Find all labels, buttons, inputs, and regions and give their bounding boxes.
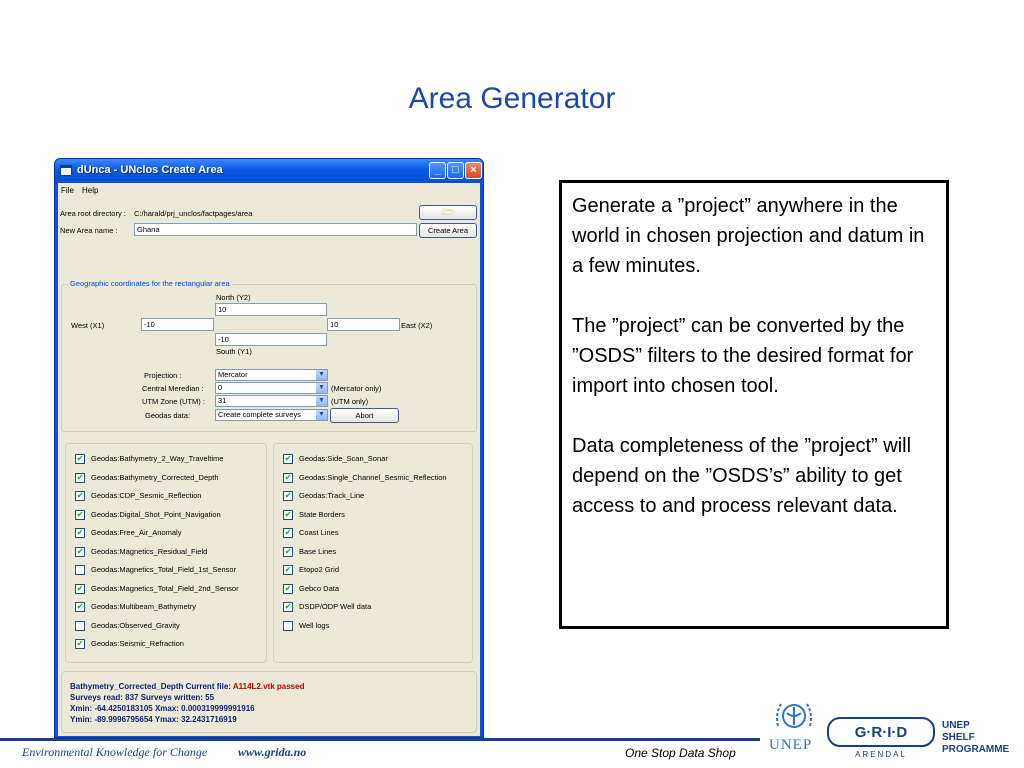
status-panel: [61, 671, 477, 733]
geodas-data-select[interactable]: Create complete surveys ▼: [215, 409, 328, 421]
geodas-checklist-left: [65, 443, 267, 663]
checkbox-label: Geodas:Observed_Gravity: [91, 620, 180, 630]
checkbox-label: Geodas:Digital_Shot_Point_Navigation: [91, 509, 221, 519]
open-folder-icon: 🗁: [442, 207, 454, 217]
status-x-range: Xmin: -64.4250183105 Xmax: 0.000319999991916: [70, 704, 255, 713]
chevron-down-icon: ▼: [316, 396, 327, 406]
footer-tagline: Environmental Knowledge for Change: [22, 745, 208, 759]
window-title: dUnca - UNclos Create Area: [77, 164, 223, 176]
footer-rule: [0, 738, 760, 741]
status-current-file: Bathymetry_Corrected_Depth Current file: A114L2.vtk passed: [70, 682, 305, 691]
checkbox-label: Geodas:Bathymetry_2_Way_Traveltime: [91, 454, 224, 463]
minimize-button[interactable]: _: [429, 162, 446, 179]
checkbox-label: Geodas:Free_Air_Anomaly: [91, 528, 182, 537]
shelf-programme-logo-text: UNEP SHELF PROGRAMME: [942, 720, 1010, 755]
checkbox-label: Geodas:Magnetics_Total_Field_1st_Sensor: [91, 565, 237, 574]
west-input[interactable]: -10: [141, 318, 214, 331]
chevron-down-icon: ▼: [316, 410, 327, 420]
checkbox-checked[interactable]: ✔: [284, 583, 292, 593]
checkbox-checked[interactable]: ✔: [76, 491, 84, 500]
checkbox-checked[interactable]: ✔: [76, 454, 84, 463]
checkbox-checked[interactable]: ✔: [284, 491, 292, 500]
footer-one-stop: One Stop Data Shop: [625, 746, 736, 760]
checkbox-checked[interactable]: ✔: [76, 639, 84, 648]
browse-folder-button[interactable]: [419, 205, 477, 220]
description-paragraph-3: Data completeness of the ”project” will depend on the ”OSDS’s” ability to get access to and process relevant data.: [572, 435, 912, 517]
checkbox-unchecked[interactable]: [75, 565, 85, 575]
new-area-name-input[interactable]: Ghana: [134, 223, 417, 236]
description-box: [559, 180, 949, 629]
checkbox-unchecked[interactable]: [283, 621, 293, 631]
checkbox-label: Etopo2 Grid: [299, 565, 340, 574]
checkbox-unchecked[interactable]: [75, 621, 85, 631]
grid-arendal-logo-icon: [826, 712, 936, 762]
new-area-label: New Area name :: [60, 226, 118, 235]
app-window: [54, 158, 484, 738]
checkbox-checked[interactable]: ✔: [284, 528, 292, 537]
utm-zone-note: (UTM only): [331, 397, 369, 406]
checkbox-checked[interactable]: ✔: [284, 602, 292, 611]
checkbox-label: Geodas:Multibeam_Bathymetry: [91, 602, 197, 611]
north-input[interactable]: 10: [215, 303, 327, 316]
checkbox-checked[interactable]: ✔: [76, 546, 84, 556]
unep-laurel-logo-icon: [772, 696, 816, 738]
menu-help[interactable]: Help: [82, 186, 99, 195]
checkbox-label: Geodas:Magnetics_Residual_Field: [91, 546, 208, 556]
window-client-area: [58, 183, 480, 736]
checkbox-label: State Borders: [299, 509, 345, 519]
window-app-icon: [60, 165, 72, 176]
abort-button[interactable]: Abort: [330, 408, 399, 423]
north-label: North (Y2): [216, 293, 251, 302]
data-checklist-right: [273, 443, 473, 663]
checkbox-checked[interactable]: ✔: [76, 602, 84, 611]
central-meridian-select[interactable]: 0 ▼: [215, 382, 328, 394]
projection-label: Projection :: [144, 371, 182, 380]
projection-select[interactable]: Mercator ▼: [215, 369, 328, 381]
checkbox-checked[interactable]: ✔: [76, 583, 84, 593]
unep-logo-text: UNEP: [769, 737, 813, 753]
area-root-label: Area root directory :: [60, 209, 126, 218]
menu-file[interactable]: File: [61, 186, 74, 195]
checkbox-label: Geodas:CDP_Sesmic_Reflection: [91, 491, 202, 500]
chevron-down-icon: ▼: [316, 370, 327, 380]
checkbox-checked[interactable]: ✔: [284, 509, 292, 519]
central-meridian-note: (Mercator only): [331, 384, 382, 393]
footer-url-link[interactable]: www.grida.no: [238, 745, 307, 759]
checkbox-checked[interactable]: ✔: [284, 454, 292, 463]
geodas-data-label: Geodas data:: [145, 411, 191, 420]
checkbox-checked[interactable]: ✔: [284, 546, 292, 556]
checkbox-label: Base Lines: [299, 546, 337, 556]
chevron-down-icon: ▼: [316, 383, 327, 393]
checkbox-label: Geodas:Seismic_Refraction: [91, 639, 184, 648]
checkbox-label: Gebco Data: [299, 583, 340, 593]
utm-zone-label: UTM Zone (UTM) :: [142, 397, 205, 406]
grid-logo-text: G·R·I·D: [854, 724, 908, 741]
area-root-path: C:/harald/prj_unclos/factpages/area: [134, 209, 253, 218]
status-surveys: Surveys read: 837 Surveys written: 55: [70, 693, 215, 702]
status-y-range: Ymin: -89.9996795654 Ymax: 32.2431716919: [70, 715, 237, 724]
checkbox-checked[interactable]: ✔: [284, 565, 292, 574]
checkbox-checked[interactable]: ✔: [284, 472, 292, 482]
coordinates-group: [61, 279, 477, 432]
close-button[interactable]: ×: [465, 162, 482, 179]
maximize-button[interactable]: □: [447, 162, 464, 179]
checkbox-label: Geodas:Magnetics_Total_Field_2nd_Sensor: [91, 583, 239, 593]
checkbox-label: Geodas:Side_Scan_Sonar: [299, 454, 388, 463]
checkbox-label: DSDP/ODP Well data: [299, 602, 372, 611]
checkbox-label: Coast Lines: [299, 528, 339, 537]
south-label: South (Y1): [216, 347, 252, 356]
checkbox-label: Geodas:Bathymetry_Corrected_Depth: [91, 472, 219, 482]
west-label: West (X1): [71, 321, 105, 330]
arendal-logo-text: ARENDAL: [855, 750, 907, 759]
checkbox-checked[interactable]: ✔: [76, 509, 84, 519]
checkbox-label: Geodas:Track_Line: [299, 491, 365, 500]
description-paragraph-2: The ”project” can be converted by the ”OSDS” filters to the desired format for import into chosen tool.: [572, 315, 914, 397]
create-area-button[interactable]: Create Area: [419, 223, 477, 238]
menu-bar: [58, 183, 480, 197]
checkbox-checked[interactable]: ✔: [76, 472, 84, 482]
checkbox-checked[interactable]: ✔: [76, 528, 84, 537]
checkbox-label: Geodas:Single_Channel_Sesmic_Reflection: [299, 472, 447, 482]
east-label: East (X2): [401, 321, 433, 330]
coordinates-group-legend: Geographic coordinates for the rectangular area: [70, 279, 230, 288]
slide-title: Area Generator: [408, 82, 616, 115]
south-input[interactable]: -10: [215, 333, 327, 346]
checkbox-label: Well logs: [299, 620, 330, 630]
east-input[interactable]: 10: [327, 318, 400, 331]
central-meridian-label: Central Meredian :: [142, 384, 204, 393]
description-paragraph-1: Generate a ”project” anywhere in the world in chosen projection and datum in a few minutes.: [572, 195, 925, 277]
utm-zone-select[interactable]: 31 ▼: [215, 395, 328, 407]
window-titlebar[interactable]: [55, 159, 483, 183]
